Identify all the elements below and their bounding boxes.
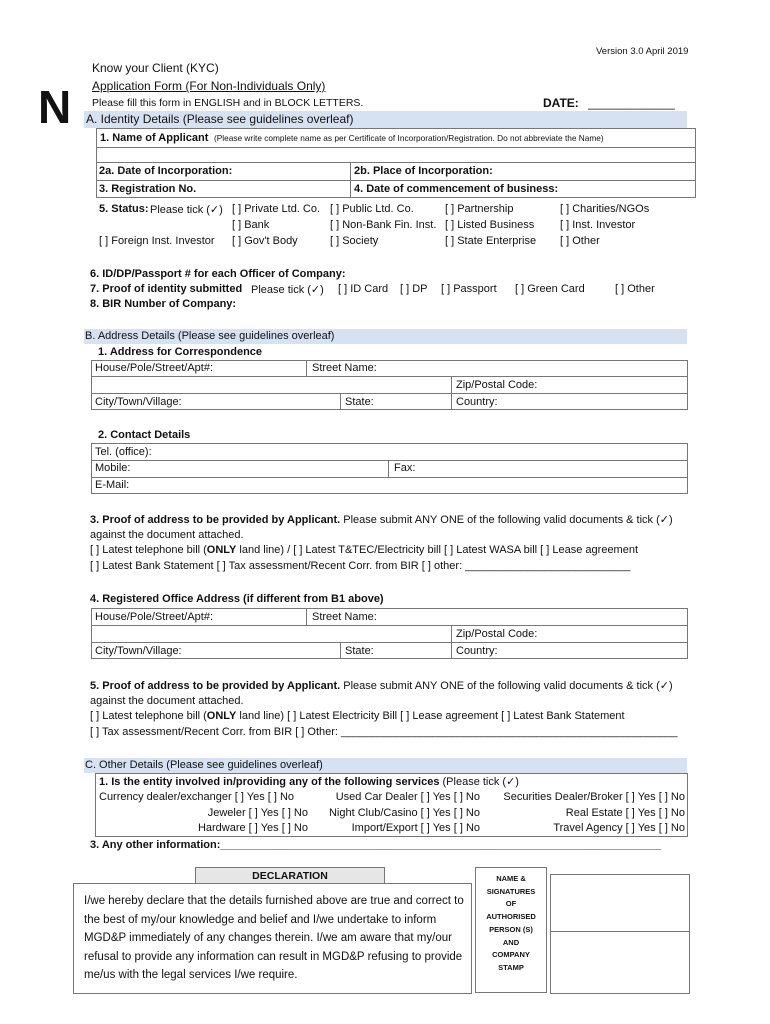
section-a-title: A. Identity Details (Please see guidelines overleaf)	[86, 112, 354, 126]
proof-passport-checkbox[interactable]: [ ] Passport	[441, 283, 497, 295]
registration-no-field[interactable]: 3. Registration No.	[99, 183, 197, 195]
svc-real-estate[interactable]: Real Estate [ ] Yes [ ] No	[565, 807, 685, 819]
corr-city-field[interactable]: City/Town/Village:	[95, 396, 182, 408]
declaration-title: DECLARATION	[252, 870, 328, 882]
svc-securities-dealer[interactable]: Securities Dealer/Broker [ ] Yes [ ] No	[503, 791, 685, 803]
section-c-header	[84, 758, 687, 773]
corr-state-field[interactable]: State:	[345, 396, 374, 408]
status-nonbank-checkbox[interactable]: [ ] Non-Bank Fin. Inst.	[330, 219, 437, 231]
correspondence-title: 1. Address for Correspondence	[98, 346, 263, 358]
status-charities-checkbox[interactable]: [ ] Charities/NGOs	[560, 203, 650, 215]
corr-zip-field[interactable]: Zip/Postal Code:	[456, 379, 538, 391]
date-label: DATE:	[543, 96, 579, 110]
declaration-header	[195, 867, 385, 884]
status-private-checkbox[interactable]: [ ] Private Ltd. Co.	[232, 203, 321, 215]
contact-table	[91, 443, 688, 494]
status-inst-investor-checkbox[interactable]: [ ] Inst. Investor	[560, 219, 636, 231]
date-of-incorporation-field[interactable]: 2a. Date of Incorporation:	[99, 165, 233, 177]
declaration-box	[73, 883, 472, 994]
tel-office-field[interactable]: Tel. (office):	[95, 446, 152, 458]
proof-identity-label: 7. Proof of identity submitted	[90, 283, 243, 295]
fax-field[interactable]: Fax:	[394, 462, 416, 474]
date-field[interactable]: _____________	[588, 96, 675, 110]
proof-id-card-checkbox[interactable]: [ ] ID Card	[338, 283, 389, 295]
commencement-date-field[interactable]: 4. Date of commencement of business:	[354, 183, 559, 195]
proof-address-5-heading: 5. Proof of address to be provided by Applicant. Please submit ANY ONE of the following valid documents & tick (✓)	[90, 680, 673, 692]
proof-address-3-line2: against the document attached.	[90, 529, 244, 541]
reg-city-field[interactable]: City/Town/Village:	[95, 645, 182, 657]
proof-identity-tick-note: Please tick (✓)	[251, 284, 324, 296]
proof-dp-checkbox[interactable]: [ ] DP	[400, 283, 428, 295]
reg-country-field[interactable]: Country:	[456, 645, 498, 657]
status-state-checkbox[interactable]: [ ] State Enterprise	[445, 235, 537, 247]
svc-jeweler[interactable]: Jeweler [ ] Yes [ ] No	[207, 807, 308, 819]
fill-instruction: Please fill this form in ENGLISH and in BLOCK LETTERS.	[92, 97, 364, 109]
contact-title: 2. Contact Details	[98, 429, 191, 441]
status-other-checkbox[interactable]: [ ] Other	[560, 235, 600, 247]
status-tick-note: Please tick (✓)	[150, 204, 223, 216]
form-letter: N	[38, 81, 72, 133]
proof-address-5-options-a[interactable]: [ ] Latest telephone bill (ONLY land line) [ ] Latest Electricity Bill [ ] Lease agreement [ ] Latest Bank Statement	[90, 710, 625, 722]
proof-address-3-options-a[interactable]: [ ] Latest telephone bill (ONLY land line) / [ ] Latest T&TEC/Electricity bill [ ] Latest WASA bill [ ] Lease agreement	[90, 544, 639, 556]
form-title: Know your Client (KYC)	[92, 61, 219, 75]
proof-green-card-checkbox[interactable]: [ ] Green Card	[515, 283, 585, 295]
registered-office-title: 4. Registered Office Address (if different from B1 above)	[90, 593, 384, 605]
section-b-title: B. Address Details (Please see guidelines overleaf)	[85, 330, 335, 342]
form-subtitle: Application Form (For Non-Individuals Only)	[92, 79, 326, 93]
section-a-header	[84, 111, 687, 128]
applicant-name-label: 1. Name of Applicant	[100, 132, 209, 144]
proof-address-3-options-b[interactable]: [ ] Latest Bank Statement [ ] Tax assessment/Recent Corr. from BIR [ ] other: ___________________________	[90, 560, 631, 572]
corr-street-field[interactable]: Street Name:	[312, 362, 377, 374]
status-gov-checkbox[interactable]: [ ] Gov't Body	[232, 235, 298, 247]
svc-night-club[interactable]: Night Club/Casino [ ] Yes [ ] No	[328, 807, 480, 819]
reg-zip-field[interactable]: Zip/Postal Code:	[456, 628, 538, 640]
status-partnership-checkbox[interactable]: [ ] Partnership	[445, 203, 514, 215]
mobile-field[interactable]: Mobile:	[95, 462, 131, 474]
reg-state-field[interactable]: State:	[345, 645, 374, 657]
proof-address-3-heading: 3. Proof of address to be provided by Applicant. Please submit ANY ONE of the following valid documents & tick (✓)	[90, 514, 673, 526]
signature-box[interactable]	[550, 874, 690, 994]
status-listed-checkbox[interactable]: [ ] Listed Business	[445, 219, 535, 231]
services-question: 1. Is the entity involved in/providing any of the following services (Please tick (✓)	[99, 776, 519, 788]
applicant-name-row	[96, 128, 696, 148]
reg-street-field[interactable]: Street Name:	[312, 611, 377, 623]
status-foreign-checkbox[interactable]: [ ] Foreign Inst. Investor	[99, 235, 215, 247]
bir-number-field[interactable]: 8. BIR Number of Company:	[90, 298, 237, 310]
other-information-field[interactable]: 3. Any other information:________________________________________________________________________	[90, 839, 661, 851]
reg-house-field[interactable]: House/Pole/Street/Apt#:	[95, 611, 214, 623]
place-of-incorporation-field[interactable]: 2b. Place of Incorporation:	[354, 165, 493, 177]
status-public-checkbox[interactable]: [ ] Public Ltd. Co.	[330, 203, 414, 215]
version-label: Version 3.0 April 2019	[596, 46, 689, 57]
declaration-text: I/we hereby declare that the details furnished above are true and correct to the best of my/our knowledge and belief and I/we undertake to inform MGD&P immediately of any changes therein. I/we am aware that my/our refusal to provide any information can result in MGD&P refusing to provide me/us with the legal services I/we require.	[84, 895, 464, 981]
officer-id-field[interactable]: 6. ID/DP/Passport # for each Officer of Company:	[90, 268, 346, 280]
corr-house-field[interactable]: House/Pole/Street/Apt#:	[95, 362, 214, 374]
svc-import-export[interactable]: Import/Export [ ] Yes [ ] No	[351, 822, 480, 834]
stamp-label: NAME & SIGNATURES OF AUTHORISED PERSON (S) AND COMPANY STAMP	[486, 874, 536, 972]
corr-country-field[interactable]: Country:	[456, 396, 498, 408]
svc-hardware[interactable]: Hardware [ ] Yes [ ] No	[197, 822, 308, 834]
applicant-name-note: (Please write complete name as per Certificate of Incorporation/Registration. Do not abbreviate the Name)	[214, 133, 604, 143]
svc-travel-agency[interactable]: Travel Agency [ ] Yes [ ] No	[553, 822, 685, 834]
svc-used-car-dealer[interactable]: Used Car Dealer [ ] Yes [ ] No	[335, 791, 480, 803]
email-field[interactable]: E-Mail:	[95, 479, 130, 491]
status-society-checkbox[interactable]: [ ] Society	[330, 235, 379, 247]
proof-address-5-options-b[interactable]: [ ] Tax assessment/Recent Corr. from BIR [ ] Other: _______________________________________________________	[90, 726, 678, 738]
proof-address-5-line2: against the document attached.	[90, 695, 244, 707]
applicant-name-field[interactable]	[96, 147, 696, 163]
proof-other-checkbox[interactable]: [ ] Other	[615, 283, 655, 295]
section-c-title: C. Other Details (Please see guidelines overleaf)	[85, 759, 323, 771]
stamp-label-box	[475, 867, 547, 993]
section-b-header	[84, 329, 687, 344]
status-label: 5. Status:	[99, 203, 149, 215]
status-bank-checkbox[interactable]: [ ] Bank	[232, 219, 270, 231]
svc-currency-dealer[interactable]: Currency dealer/exchanger [ ] Yes [ ] No	[99, 791, 295, 803]
